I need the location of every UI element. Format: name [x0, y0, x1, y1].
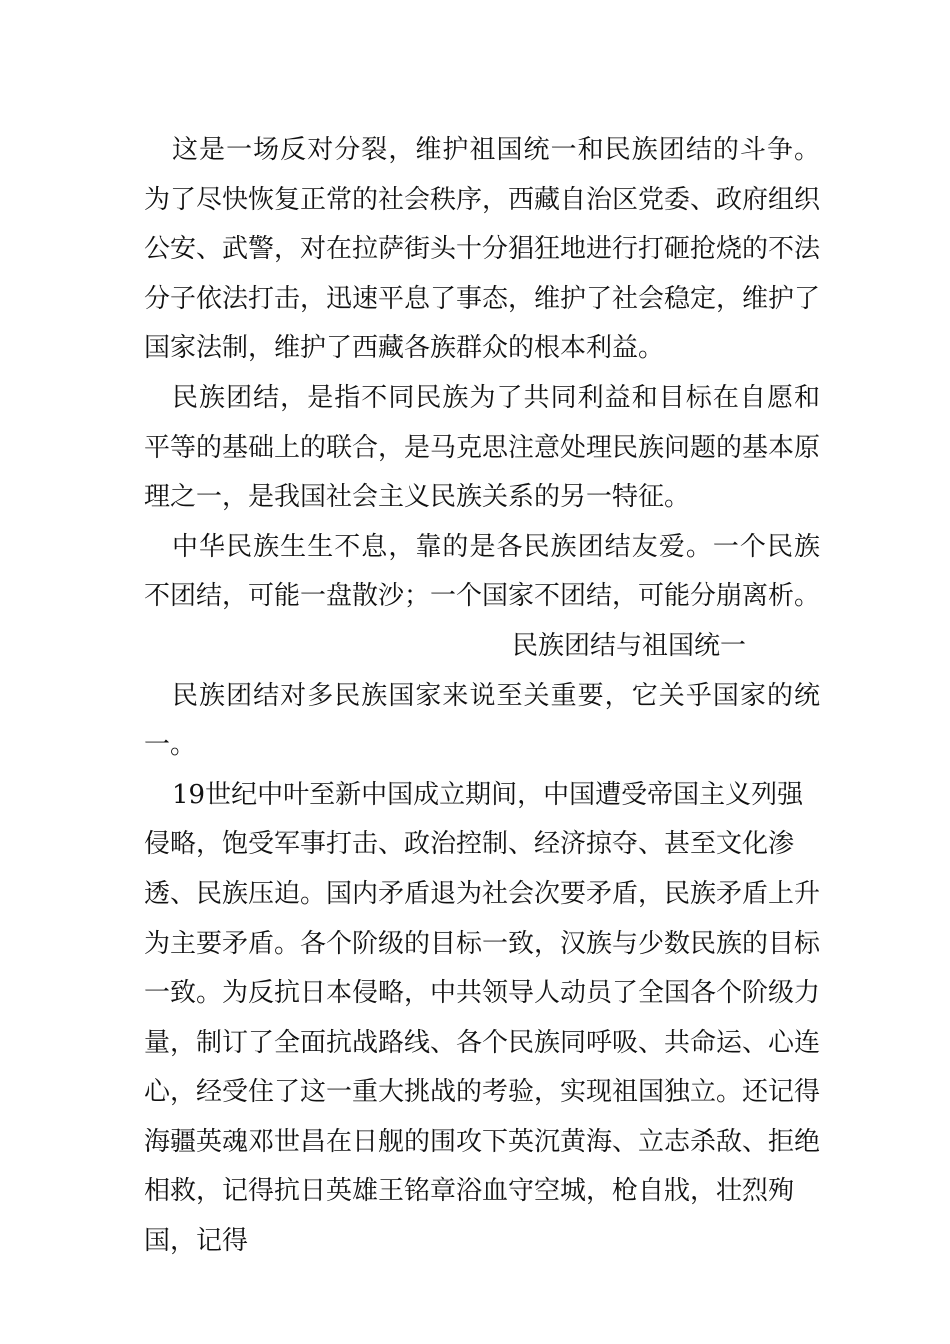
paragraph: 民族团结，是指不同民族为了共同利益和目标在自愿和平等的基础上的联合，是马克思注意处理民族问题的基本原理之一，是我国社会主义民族关系的另一特征。	[144, 382, 821, 513]
paragraph: 这是一场反对分裂，维护祖国统一和民族团结的斗争。为了尽快恢复正常的社会秩序，西藏自治区党委、政府组织公安、武警，对在拉萨街头十分猖狂地进行打砸抢烧的不法分子依法打击，迅速平息了事态，维护了社会稳定，维护了国家法制，维护了西藏各族群众的根本利益。	[144, 135, 821, 364]
paragraph: 中华民族生生不息，靠的是各民族团结友爱。一个民族不团结，可能一盘散沙；一个国家不团结，可能分崩离析。	[144, 531, 821, 612]
paragraph: 民族团结对多民族国家来说至关重要，它关乎国家的统一。	[144, 680, 820, 761]
paragraph: 19世纪中叶至新中国成立期间，中国遭受帝国主义列强侵略，饱受军事打击、政治控制、经济掠夺、甚至文化渗透、民族压迫。国内矛盾退为社会次要矛盾，民族矛盾上升为主要矛盾。各个阶级的目标一致，汉族与少数民族的目标一致。为反抗日本侵略，中共领导人动员了全国各个阶级力量，制订了全面抗战路线、各个民族同呼吸、共命运、心连心，经受住了这一重大挑战的考验，实现祖国独立。还记得海疆英魂邓世昌在日舰的围攻下英沉黄海、立志杀敌、拒绝相救，记得抗日英雄王铭章浴血守空城，枪自戕，壮烈殉国，记得	[144, 779, 821, 1257]
document-body	[144, 126, 820, 1267]
section-heading: 民族团结与祖国统一	[511, 630, 746, 661]
